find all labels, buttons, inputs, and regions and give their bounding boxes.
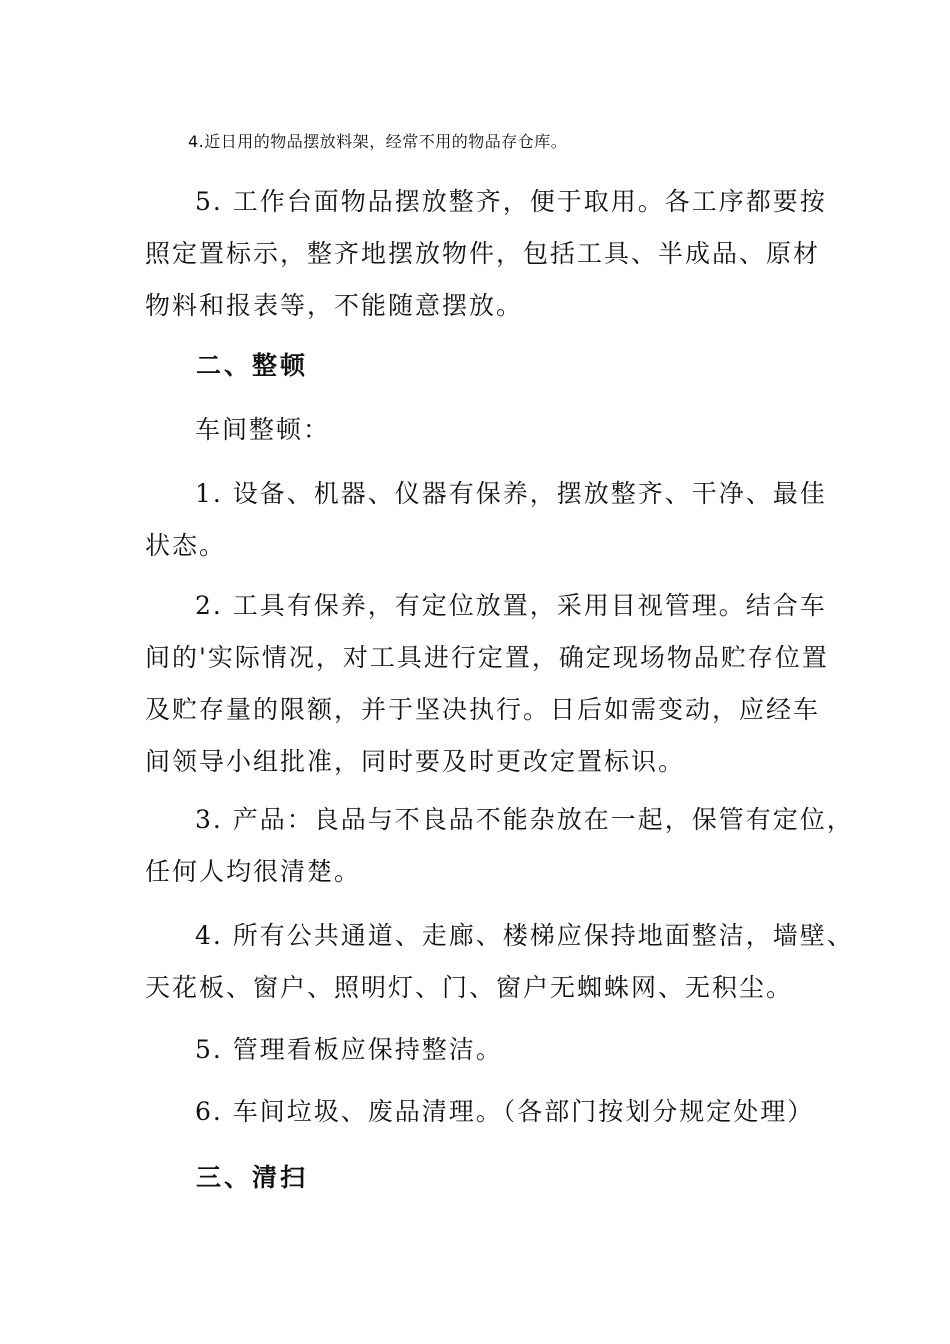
paragraph-line: 间领导小组批准，同时要及时更改定置标识。 bbox=[145, 747, 686, 776]
item-4-storage-note: 4.近日用的物品摆放料架，经常不用的物品存仓库。 bbox=[188, 132, 568, 151]
section-heading-rectify: 二、整顿 bbox=[196, 351, 309, 380]
paragraph-line: 3. 产品：良品与不良品不能杂放在一起，保管有定位， bbox=[195, 805, 854, 834]
section-heading-sweep: 三、清扫 bbox=[196, 1163, 309, 1192]
item-6-paragraph bbox=[145, 1086, 825, 1138]
paragraph-line: 间的'实际情况，对工具进行定置，确定现场物品贮存位置 bbox=[145, 643, 829, 672]
paragraph-line: 1. 设备、机器、仪器有保养，摆放整齐、干净、最佳 bbox=[195, 479, 827, 508]
paragraph-line: 及贮存量的限额，并于坚决执行。日后如需变动，应经车 bbox=[145, 695, 821, 724]
paragraph-line: 照定置标示，整齐地摆放物件，包括工具、半成品、原材 bbox=[145, 239, 821, 268]
paragraph-line: 5. 管理看板应保持整洁。 bbox=[195, 1035, 503, 1064]
paragraph-line: 6. 车间垃圾、废品清理。（各部门按划分规定处理） bbox=[195, 1097, 815, 1126]
workshop-label-block bbox=[145, 404, 825, 456]
paragraph-line: 物料和报表等，不能随意摆放。 bbox=[145, 291, 524, 320]
item-5-paragraph bbox=[145, 176, 825, 332]
item-2-paragraph bbox=[145, 580, 829, 788]
paragraph-line: 天花板、窗户、照明灯、门、窗户无蜘蛛网、无积尘。 bbox=[145, 973, 794, 1002]
item-1-paragraph bbox=[145, 468, 825, 572]
item-5-board-paragraph bbox=[145, 1024, 825, 1076]
paragraph-line: 4. 所有公共通道、走廊、楼梯应保持地面整洁，墙壁、 bbox=[195, 921, 854, 950]
paragraph-line: 任何人均很清楚。 bbox=[145, 857, 362, 886]
item-4-paragraph bbox=[145, 910, 854, 1014]
paragraph-line: 2. 工具有保养，有定位放置，采用目视管理。结合车 bbox=[195, 591, 827, 620]
paragraph-line: 5. 工作台面物品摆放整齐，便于取用。各工序都要按 bbox=[195, 187, 827, 216]
workshop-rectify-label: 车间整顿： bbox=[195, 415, 331, 444]
item-3-paragraph bbox=[145, 794, 854, 898]
paragraph-line: 状态。 bbox=[145, 531, 227, 560]
